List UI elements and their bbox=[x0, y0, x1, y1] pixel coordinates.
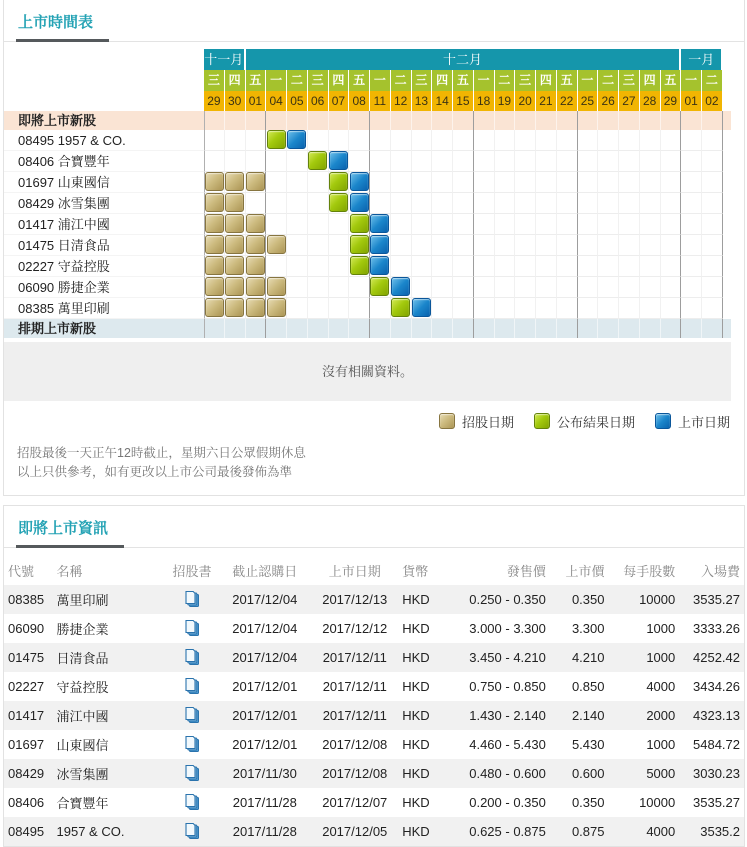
stock-label: 08385 萬里印刷 bbox=[4, 298, 204, 319]
gantt-row bbox=[4, 130, 744, 151]
cell-name: 勝捷企業 bbox=[56, 622, 109, 637]
table-row bbox=[4, 730, 744, 759]
gantt-row bbox=[4, 193, 744, 214]
weekday-header: 二 bbox=[391, 70, 412, 91]
date-header: 07 bbox=[329, 91, 350, 111]
col-listing_date: 上市日期 bbox=[328, 563, 381, 579]
cell-prospectus bbox=[166, 614, 219, 643]
col-code: 代號 bbox=[8, 563, 35, 579]
subscription-chip bbox=[246, 235, 265, 254]
prospectus-icon[interactable] bbox=[183, 793, 201, 812]
subscription-chip bbox=[246, 298, 265, 317]
date-header: 05 bbox=[287, 91, 308, 111]
date-header: 29 bbox=[204, 91, 225, 111]
result-chip bbox=[329, 193, 348, 212]
cell-lot_size: 4000 bbox=[608, 817, 679, 846]
col-name: 名稱 bbox=[56, 563, 83, 579]
subscription-chip bbox=[225, 214, 244, 233]
cell-entry_fee: 4323.13 bbox=[679, 701, 744, 730]
listing-chip bbox=[350, 172, 369, 191]
weekday-header: 二 bbox=[495, 70, 516, 91]
cell-name: 守益控股 bbox=[56, 680, 109, 695]
cell-offer_price: 0.200 - 0.350 bbox=[469, 795, 546, 810]
section-scheduled-header-label: 排期上市新股 bbox=[18, 321, 97, 336]
date-header: 01 bbox=[246, 91, 267, 111]
cell-lot_size: 1000 bbox=[646, 621, 676, 636]
cell-listing_price: 2.140 bbox=[550, 701, 609, 730]
footnote: 招股最後一天正午12時截止，星期六日公眾假期休息 bbox=[17, 446, 306, 460]
upcoming-listings-table bbox=[4, 555, 744, 846]
prospectus-icon[interactable] bbox=[183, 764, 201, 783]
cell-currency: HKD bbox=[402, 795, 430, 810]
weekday-header: 三 bbox=[515, 70, 536, 91]
cell-currency: HKD bbox=[398, 701, 440, 730]
cell-listing_price: 0.850 bbox=[571, 679, 605, 694]
stock-label: 06090 勝捷企業 bbox=[4, 277, 204, 298]
subscription-chip bbox=[267, 277, 286, 296]
result-chip bbox=[391, 298, 410, 317]
cell-lot_size: 10000 bbox=[608, 585, 679, 614]
stock-label: 01475 日清食品 bbox=[4, 235, 204, 256]
cell-listing_date: 2017/12/05 bbox=[311, 817, 398, 846]
subscription-chip bbox=[225, 172, 244, 191]
col-deadline: 截止認購日 bbox=[232, 563, 298, 579]
cell-listing_date: 2017/12/07 bbox=[322, 795, 388, 810]
result-chip bbox=[350, 214, 369, 233]
result-chip bbox=[350, 235, 369, 254]
cell-listing_price: 0.600 bbox=[550, 759, 609, 788]
cell-name: 萬里印刷 bbox=[53, 585, 166, 614]
table-row bbox=[4, 614, 744, 643]
weekday-header: 五 bbox=[246, 70, 267, 91]
cell-offer_price: 0.625 - 0.875 bbox=[441, 817, 550, 846]
cell-entry_fee: 5484.72 bbox=[693, 737, 740, 752]
gantt-row bbox=[4, 298, 744, 319]
table-row bbox=[4, 643, 744, 672]
month-header: 一月 bbox=[681, 49, 723, 70]
listing-gantt bbox=[4, 49, 744, 401]
prospectus-icon[interactable] bbox=[183, 648, 201, 667]
gantt-row bbox=[4, 214, 744, 235]
date-header: 08 bbox=[349, 91, 370, 111]
cell-entry_fee: 3535.27 bbox=[679, 585, 744, 614]
info-title-bar bbox=[4, 506, 744, 548]
cell-code: 08406 bbox=[8, 795, 45, 810]
cell-prospectus bbox=[166, 788, 219, 817]
date-header: 11 bbox=[370, 91, 391, 111]
weekday-header: 三 bbox=[308, 70, 329, 91]
section-upcoming-header bbox=[4, 111, 731, 130]
cell-offer_price: 3.000 - 3.300 bbox=[469, 621, 546, 636]
listing-chip bbox=[329, 151, 348, 170]
cell-listing_price: 4.210 bbox=[550, 643, 609, 672]
prospectus-icon[interactable] bbox=[183, 822, 201, 841]
cell-deadline: 2017/12/01 bbox=[232, 679, 298, 694]
cell-offer_price: 0.480 - 0.600 bbox=[441, 759, 550, 788]
subscription-chip bbox=[205, 235, 224, 254]
cell-deadline: 2017/12/01 bbox=[218, 701, 311, 730]
legend-swatch-lst bbox=[655, 413, 671, 429]
table-row bbox=[4, 788, 744, 817]
subscription-chip bbox=[267, 235, 286, 254]
cell-currency: HKD bbox=[402, 679, 430, 694]
cell-listing_date: 2017/12/13 bbox=[311, 585, 398, 614]
cell-prospectus bbox=[166, 817, 219, 846]
prospectus-icon[interactable] bbox=[183, 619, 201, 638]
cell-currency: HKD bbox=[402, 737, 430, 752]
cell-listing_date: 2017/12/08 bbox=[311, 759, 398, 788]
col-entry_fee: 入場費 bbox=[700, 563, 740, 579]
weekday-header: 一 bbox=[370, 70, 391, 91]
gantt-row bbox=[4, 151, 744, 172]
timetable-title-bar bbox=[4, 0, 744, 42]
info-title: 即將上市資訊 bbox=[16, 517, 124, 548]
cell-code: 08429 bbox=[4, 759, 53, 788]
listing-chip bbox=[370, 256, 389, 275]
cell-listing_date: 2017/12/11 bbox=[311, 643, 398, 672]
gantt-row bbox=[4, 277, 744, 298]
legend-label: 招股日期 bbox=[461, 414, 514, 430]
subscription-chip bbox=[205, 256, 224, 275]
stock-label: 02227 守益控股 bbox=[4, 256, 204, 277]
cell-code: 01475 bbox=[4, 643, 53, 672]
gantt-legend bbox=[4, 411, 730, 431]
date-header: 13 bbox=[412, 91, 433, 111]
stock-label: 08429 冰雪集團 bbox=[4, 193, 204, 214]
prospectus-icon[interactable] bbox=[183, 677, 201, 696]
subscription-chip bbox=[225, 277, 244, 296]
listing-chip bbox=[412, 298, 431, 317]
footnotes bbox=[17, 444, 744, 482]
col-listing_price: 上市價 bbox=[565, 563, 605, 579]
cell-lot_size: 2000 bbox=[608, 701, 679, 730]
cell-deadline: 2017/12/01 bbox=[232, 737, 298, 752]
cell-name: 合寶豐年 bbox=[56, 796, 109, 811]
weekday-header: 四 bbox=[536, 70, 557, 91]
gantt-row bbox=[4, 172, 744, 193]
cell-name: 1957 & CO. bbox=[53, 817, 166, 846]
weekday-header: 三 bbox=[204, 70, 225, 91]
cell-deadline: 2017/12/04 bbox=[218, 643, 311, 672]
cell-name: 山東國信 bbox=[56, 738, 109, 753]
cell-code: 01697 bbox=[8, 737, 45, 752]
stock-label: 01697 山東國信 bbox=[4, 172, 204, 193]
prospectus-icon[interactable] bbox=[183, 590, 201, 609]
weekday-header: 一 bbox=[266, 70, 287, 91]
result-chip bbox=[267, 130, 286, 149]
table-row bbox=[4, 672, 744, 701]
no-data-text: 沒有相關資料。 bbox=[4, 342, 731, 401]
date-header: 18 bbox=[474, 91, 495, 111]
col-prospectus: 招股書 bbox=[172, 563, 212, 579]
weekday-header: 三 bbox=[619, 70, 640, 91]
table-row bbox=[4, 817, 744, 846]
info-panel bbox=[3, 505, 745, 847]
legend-swatch-res bbox=[534, 413, 550, 429]
listing-chip bbox=[350, 193, 369, 212]
stock-label: 08495 1957 & CO. bbox=[4, 130, 204, 151]
table-row bbox=[4, 701, 744, 730]
weekday-header: 四 bbox=[640, 70, 661, 91]
cell-listing_price: 3.300 bbox=[571, 621, 605, 636]
result-chip bbox=[370, 277, 389, 296]
cell-name: 浦江中國 bbox=[53, 701, 166, 730]
timetable-panel bbox=[3, 0, 745, 496]
legend-label: 公布結果日期 bbox=[556, 414, 635, 430]
cell-listing_price: 0.350 bbox=[550, 585, 609, 614]
cell-entry_fee: 3434.26 bbox=[693, 679, 740, 694]
legend-swatch-sub bbox=[439, 413, 455, 429]
legend-item bbox=[655, 412, 730, 431]
cell-deadline: 2017/11/30 bbox=[218, 759, 311, 788]
subscription-chip bbox=[205, 298, 224, 317]
weekday-header: 二 bbox=[598, 70, 619, 91]
cell-entry_fee: 3535.2 bbox=[679, 817, 744, 846]
prospectus-icon[interactable] bbox=[183, 735, 201, 754]
cell-prospectus bbox=[166, 759, 219, 788]
cell-name: 日清食品 bbox=[53, 643, 166, 672]
weekday-header: 四 bbox=[432, 70, 453, 91]
weekday-header: 一 bbox=[578, 70, 599, 91]
listing-chip bbox=[391, 277, 410, 296]
subscription-chip bbox=[225, 256, 244, 275]
cell-entry_fee: 3535.27 bbox=[693, 795, 740, 810]
cell-prospectus bbox=[166, 585, 219, 614]
cell-prospectus bbox=[166, 672, 219, 701]
cell-lot_size: 1000 bbox=[646, 737, 676, 752]
subscription-chip bbox=[225, 193, 244, 212]
date-header: 20 bbox=[515, 91, 536, 111]
weekday-header: 二 bbox=[702, 70, 723, 91]
prospectus-icon[interactable] bbox=[183, 706, 201, 725]
listing-chip bbox=[287, 130, 306, 149]
date-header: 27 bbox=[619, 91, 640, 111]
date-header: 15 bbox=[453, 91, 474, 111]
date-header: 02 bbox=[702, 91, 723, 111]
cell-listing_price: 0.875 bbox=[550, 817, 609, 846]
date-header: 22 bbox=[557, 91, 578, 111]
cell-prospectus bbox=[166, 701, 219, 730]
weekday-header: 二 bbox=[287, 70, 308, 91]
col-lot_size: 每手股數 bbox=[623, 563, 676, 579]
weekday-header: 五 bbox=[349, 70, 370, 91]
table-body bbox=[4, 585, 744, 846]
cell-currency: HKD bbox=[398, 585, 440, 614]
cell-code: 08495 bbox=[4, 817, 53, 846]
subscription-chip bbox=[205, 277, 224, 296]
date-header: 21 bbox=[536, 91, 557, 111]
cell-currency: HKD bbox=[398, 759, 440, 788]
date-header: 30 bbox=[225, 91, 246, 111]
cell-prospectus bbox=[166, 643, 219, 672]
table-row bbox=[4, 585, 744, 614]
weekday-header: 一 bbox=[474, 70, 495, 91]
date-header: 19 bbox=[495, 91, 516, 111]
date-header: 14 bbox=[432, 91, 453, 111]
cell-lot_size: 10000 bbox=[639, 795, 676, 810]
subscription-chip bbox=[246, 277, 265, 296]
table-head bbox=[4, 555, 744, 585]
cell-currency: HKD bbox=[398, 643, 440, 672]
subscription-chip bbox=[225, 235, 244, 254]
cell-listing_price: 5.430 bbox=[571, 737, 605, 752]
date-header: 06 bbox=[308, 91, 329, 111]
cell-offer_price: 3.450 - 4.210 bbox=[441, 643, 550, 672]
date-header: 25 bbox=[578, 91, 599, 111]
cell-code: 08385 bbox=[4, 585, 53, 614]
date-header: 28 bbox=[640, 91, 661, 111]
col-offer_price: 發售價 bbox=[506, 563, 546, 579]
gantt-row bbox=[4, 256, 744, 277]
month-header: 十二月 bbox=[246, 49, 682, 70]
cell-deadline: 2017/11/28 bbox=[218, 817, 311, 846]
cell-listing_date: 2017/12/12 bbox=[322, 621, 388, 636]
date-header: 04 bbox=[266, 91, 287, 111]
cell-offer_price: 4.460 - 5.430 bbox=[469, 737, 546, 752]
subscription-chip bbox=[225, 298, 244, 317]
timetable-title: 上市時間表 bbox=[16, 11, 109, 42]
cell-code: 01417 bbox=[4, 701, 53, 730]
result-chip bbox=[329, 172, 348, 191]
cell-lot_size: 5000 bbox=[608, 759, 679, 788]
date-header: 01 bbox=[681, 91, 702, 111]
cell-deadline: 2017/12/04 bbox=[232, 621, 298, 636]
cell-entry_fee: 3333.26 bbox=[693, 621, 740, 636]
subscription-chip bbox=[246, 214, 265, 233]
listing-chip bbox=[370, 214, 389, 233]
result-chip bbox=[350, 256, 369, 275]
stock-label: 01417 浦江中國 bbox=[4, 214, 204, 235]
cell-currency: HKD bbox=[398, 817, 440, 846]
table-row bbox=[4, 759, 744, 788]
subscription-chip bbox=[205, 214, 224, 233]
weekday-header: 四 bbox=[225, 70, 246, 91]
cell-listing_date: 2017/12/11 bbox=[311, 701, 398, 730]
weekday-header: 五 bbox=[557, 70, 578, 91]
cell-listing_date: 2017/12/08 bbox=[322, 737, 388, 752]
cell-entry_fee: 4252.42 bbox=[679, 643, 744, 672]
footnote: 以上只供參考，如有更改以上市公司最後發佈為準 bbox=[17, 465, 293, 479]
col-currency: 貨幣 bbox=[402, 563, 429, 579]
cell-prospectus bbox=[166, 730, 219, 759]
cell-lot_size: 4000 bbox=[646, 679, 676, 694]
gantt-row bbox=[4, 235, 744, 256]
cell-currency: HKD bbox=[402, 621, 430, 636]
cell-entry_fee: 3030.23 bbox=[679, 759, 744, 788]
cell-code: 02227 bbox=[8, 679, 45, 694]
weekday-header: 一 bbox=[681, 70, 702, 91]
result-chip bbox=[308, 151, 327, 170]
subscription-chip bbox=[246, 256, 265, 275]
weekday-header: 五 bbox=[661, 70, 682, 91]
cell-listing_date: 2017/12/11 bbox=[322, 679, 387, 694]
weekday-header: 五 bbox=[453, 70, 474, 91]
cell-deadline: 2017/12/04 bbox=[218, 585, 311, 614]
date-header: 12 bbox=[391, 91, 412, 111]
date-header: 29 bbox=[661, 91, 682, 111]
stock-label: 08406 合寶豐年 bbox=[4, 151, 204, 172]
section-upcoming-header-label: 即將上市新股 bbox=[18, 113, 97, 128]
listing-chip bbox=[370, 235, 389, 254]
cell-lot_size: 1000 bbox=[608, 643, 679, 672]
weekday-header: 三 bbox=[412, 70, 433, 91]
subscription-chip bbox=[205, 172, 224, 191]
legend-label: 上市日期 bbox=[677, 414, 730, 430]
cell-offer_price: 0.250 - 0.350 bbox=[441, 585, 550, 614]
month-header: 十一月 bbox=[204, 49, 246, 70]
subscription-chip bbox=[205, 193, 224, 212]
cell-name: 冰雪集團 bbox=[53, 759, 166, 788]
cell-code: 06090 bbox=[8, 621, 45, 636]
cell-listing_price: 0.350 bbox=[571, 795, 605, 810]
date-header: 26 bbox=[598, 91, 619, 111]
cell-offer_price: 0.750 - 0.850 bbox=[469, 679, 546, 694]
subscription-chip bbox=[246, 172, 265, 191]
cell-offer_price: 1.430 - 2.140 bbox=[441, 701, 550, 730]
legend-item bbox=[439, 412, 514, 431]
cell-deadline: 2017/11/28 bbox=[232, 795, 297, 810]
weekday-header: 四 bbox=[329, 70, 350, 91]
section-scheduled-header bbox=[4, 319, 731, 338]
subscription-chip bbox=[267, 298, 286, 317]
legend-item bbox=[534, 412, 635, 431]
